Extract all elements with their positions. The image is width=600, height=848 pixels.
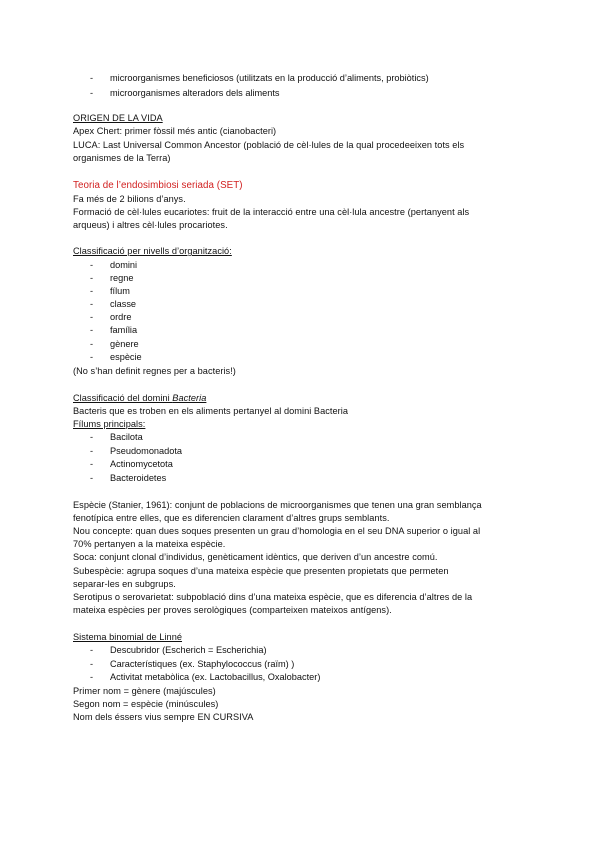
paragraph-line: LUCA: Last Universal Common Ancestor (població de cèl·lules de la qual procedeeixen tots els (73, 140, 465, 150)
paragraph-line: mateixa espècies per proves serològiques (comparteixen mateixos antígens). (73, 605, 392, 615)
list-item-text: microorganismes alteradors dels aliments (110, 88, 280, 98)
list-item-text: regne (110, 273, 134, 283)
paragraph-line: organismes de la Terra) (73, 153, 171, 163)
bullet-dash: - (90, 446, 94, 456)
list-item-text: Bacilota (110, 432, 143, 442)
section-heading-nivells: Classificació per nivells d’organització: (73, 246, 232, 256)
heading-text: Classificació del domini (73, 393, 173, 403)
bullet-dash: - (90, 73, 94, 83)
list-item-text: classe (110, 299, 137, 309)
paragraph-line: Bacteris que es troben en els aliments pertanyel al domini Bacteria (73, 406, 349, 416)
list-item-text: Bacteroidetes (110, 473, 167, 483)
heading-italic-text: Bacteria (172, 393, 207, 403)
bullet-dash: - (90, 473, 94, 483)
list-item-text: fílum (110, 286, 130, 296)
paragraph-line: arqueus) i altres cèl·lules procariotes. (73, 220, 228, 230)
paragraph-line: Fa més de 2 bilions d’anys. (73, 194, 186, 204)
paragraph-line: Serotipus o serovarietat: subpoblació dins d’una mateixa espècie, que es diferencia d’altres de la (73, 592, 473, 602)
list-item-text: espècie (110, 352, 142, 362)
list-item-text: Descubridor (Escherich = Escherichia) (110, 645, 267, 655)
section-heading-set: Teoria de l’endosimbiosi seriada (SET) (73, 180, 243, 191)
bullet-dash: - (90, 352, 94, 362)
bullet-dash: - (90, 339, 94, 349)
filums-heading: Fílums principals: (73, 419, 146, 429)
paragraph-line: Segon nom = espècie (minúscules) (73, 699, 219, 709)
bullet-dash: - (90, 459, 94, 469)
list-item-text: microorganismes beneficiosos (utilitzats en la producció d’aliments, probiòtics) (110, 73, 429, 83)
bullet-dash: - (90, 312, 94, 322)
list-item-text: Característiques (ex. Staphylococcus (raïm) ) (110, 659, 295, 669)
list-item-text: Actinomycetota (110, 459, 173, 469)
paragraph-line: Formació de cèl·lules eucariotes: fruit de la interacció entre una cèl·lula ancestre (pertanyent als (73, 207, 470, 217)
bullet-dash: - (90, 286, 94, 296)
bullet-dash: - (90, 659, 94, 669)
bullet-dash: - (90, 260, 94, 270)
paragraph-line: separar-les en subgrups. (73, 579, 176, 589)
paragraph-line: Espècie (Stanier, 1961): conjunt de poblacions de microorganismes que tenen una gran semblança (73, 500, 482, 510)
list-item-text: domini (110, 260, 138, 270)
bullet-dash: - (90, 273, 94, 283)
bullet-dash: - (90, 645, 94, 655)
bullet-dash: - (90, 432, 94, 442)
list-item-text: Pseudomonadota (110, 446, 183, 456)
section-heading-bacteria (73, 392, 206, 405)
list-item-text: família (110, 325, 138, 335)
list-item-text: gènere (110, 339, 139, 349)
paragraph-line: 70% pertanyen a la mateixa espècie. (73, 539, 226, 549)
list-item-text: ordre (110, 312, 132, 322)
paragraph-line: Subespècie: agrupa soques d’una mateixa espècie que presenten propietats que permeten (73, 566, 449, 576)
bullet-dash: - (90, 672, 94, 682)
section-heading-linne: Sistema binomial de Linné (73, 632, 183, 642)
bullet-dash: - (90, 299, 94, 309)
note-line: (No s’han definit regnes per a bacteris!) (73, 366, 236, 376)
paragraph-line: Nom dels éssers vius sempre EN CURSIVA (73, 712, 254, 722)
paragraph-line: fenotípica entre elles, que es diferencien clarament d’altres grups semblants. (73, 513, 390, 523)
paragraph-line: Apex Chert: primer fòssil més antic (cianobacteri) (73, 126, 277, 136)
bullet-dash: - (90, 325, 94, 335)
paragraph-line: Nou concepte: quan dues soques presenten un grau d’homologia en el seu DNA superior o igual al (73, 526, 481, 536)
paragraph-line: Primer nom = gènere (majúscules) (73, 686, 216, 696)
list-item-text: Activitat metabòlica (ex. Lactobacillus, Oxalobacter) (110, 672, 321, 682)
bullet-dash: - (90, 88, 94, 98)
section-heading-origen: ORIGEN DE LA VIDA (73, 113, 163, 123)
paragraph-line: Soca: conjunt clonal d’individus, genèticament idèntics, que deriven d’un ancestre comú. (73, 552, 438, 562)
